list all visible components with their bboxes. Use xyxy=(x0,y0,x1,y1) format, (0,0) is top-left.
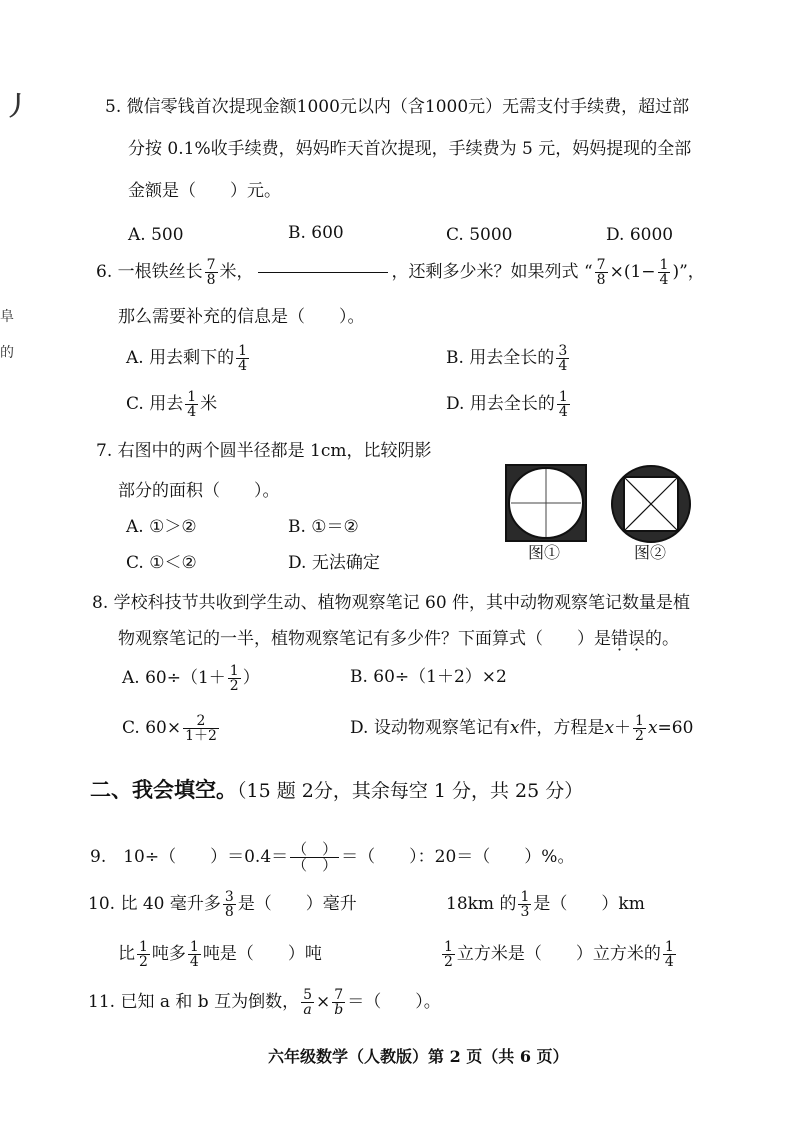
q7-figure-2 xyxy=(610,464,692,544)
q6-length-fraction: $\frac{7}{8}$ xyxy=(206,257,216,288)
q6-option-d[interactable]: D. 用去全长的 $\frac{1}{4}$ xyxy=(446,389,568,420)
q5-option-d[interactable]: D. 6000 xyxy=(606,225,674,245)
q6-expr-end: )”， xyxy=(672,262,705,282)
q8-option-d[interactable]: D. 设动物观察笔记有x件，方程是x＋ $\frac{1}{2}$ x=60 xyxy=(350,713,694,744)
q9-line: 9. 10÷（ ）＝0.4＝ $\frac{( )}{( )}$ ＝（ ）：20＝（ ）%。 xyxy=(90,840,575,874)
q5-line2: 分按 0.1%收手续费，妈妈昨天首次提现，手续费为 5 元，妈妈提现的全部 xyxy=(128,139,692,159)
q7-option-a[interactable]: A. ①＞② xyxy=(126,517,197,537)
q8-option-a[interactable]: A. 60÷（1＋ $\frac{1}{2}$ ） xyxy=(122,663,260,694)
q7-line2: 部分的面积（ ）。 xyxy=(118,481,280,501)
q8-option-c[interactable]: C. 60× $\frac{2}{1+2}$ xyxy=(122,713,217,744)
q6-answer-blank[interactable] xyxy=(258,272,388,273)
section-2-title: 二、我会填空。（15 题 2分，其余每空 1 分，共 25 分） xyxy=(90,778,584,802)
q10-part-d: $\frac{1}{2}$ 立方米是（ ）立方米的 $\frac{1}{4}$ xyxy=(444,939,674,970)
section-2-note: （15 题 2分，其余每空 1 分，共 25 分） xyxy=(237,780,584,802)
q8-option-b[interactable]: B. 60÷（1＋2）×2 xyxy=(350,667,507,687)
edge-mark-3: 的 xyxy=(0,345,14,361)
q6-line2: 那么需要补充的信息是（ ）。 xyxy=(118,307,365,327)
q6-expr-mid: ×(1− xyxy=(609,262,656,282)
q7-option-c[interactable]: C. ①＜② xyxy=(126,553,197,573)
q8-line2: 物观察笔记的一半，植物观察笔记有多少件？下面算式（ ）是错误的。 xyxy=(118,629,679,649)
q10-part-a: 10. 比 40 毫升多 $\frac{3}{8}$ 是（ ）毫升 xyxy=(88,889,357,920)
q6-option-b[interactable]: B. 用去全长的 $\frac{3}{4}$ xyxy=(446,343,568,374)
q5-option-a[interactable]: A. 500 xyxy=(128,225,184,245)
q5-option-c[interactable]: C. 5000 xyxy=(446,225,513,245)
q6-expr-fraction-b: $\frac{1}{4}$ xyxy=(659,257,669,288)
q7-option-d[interactable]: D. 无法确定 xyxy=(288,553,380,573)
q7-line1: 7. 右图中的两个圆半径都是 1cm，比较阴影 xyxy=(96,441,432,461)
q5-line3: 金额是（ ）元。 xyxy=(128,181,281,201)
q7-figure-1-label: 图① xyxy=(528,543,561,562)
q6-line1 xyxy=(96,258,705,287)
q10-part-b: 18km 的 $\frac{1}{3}$ 是（ ）km xyxy=(446,889,645,920)
q10-part-c: 比 $\frac{1}{2}$ 吨多 $\frac{1}{4}$ 吨是（ ）吨 xyxy=(118,939,322,970)
q8-line1: 8. 学校科技节共收到学生动、植物观察笔记 60 件，其中动物观察笔记数量是植 xyxy=(92,593,691,613)
q7-figure-2-label: 图② xyxy=(634,543,667,562)
q6-after-blank: ，还剩多少米？如果列式 “ xyxy=(391,262,593,282)
q7-option-b[interactable]: B. ①＝② xyxy=(288,517,359,537)
q11-line: 11. 已知 a 和 b 互为倒数， $\frac{5}{a}$ × $\frac{7}{b}$ ＝（ ）。 xyxy=(88,987,441,1018)
q5-line1: 5. 微信零钱首次提现金额1000元以内（含1000元）无需支付手续费，超过部 xyxy=(105,97,690,117)
q6-expr-fraction-a: $\frac{7}{8}$ xyxy=(596,257,606,288)
q6-unit: 米， xyxy=(219,262,254,282)
q7-figure-1 xyxy=(505,464,587,542)
q6-option-c[interactable]: C. 用去 $\frac{1}{4}$ 米 xyxy=(126,389,218,420)
q5-option-b[interactable]: B. 600 xyxy=(288,223,344,243)
q6-option-a[interactable]: A. 用去剩下的 $\frac{1}{4}$ xyxy=(126,343,248,374)
page-footer: 六年级数学（人教版）第 2 页（共 6 页） xyxy=(268,1047,569,1066)
edge-mark-2: 阜 xyxy=(0,309,14,325)
edge-mark-1: 丿 xyxy=(4,92,31,122)
q6-prefix: 6. 一根铁丝长 xyxy=(96,262,203,282)
